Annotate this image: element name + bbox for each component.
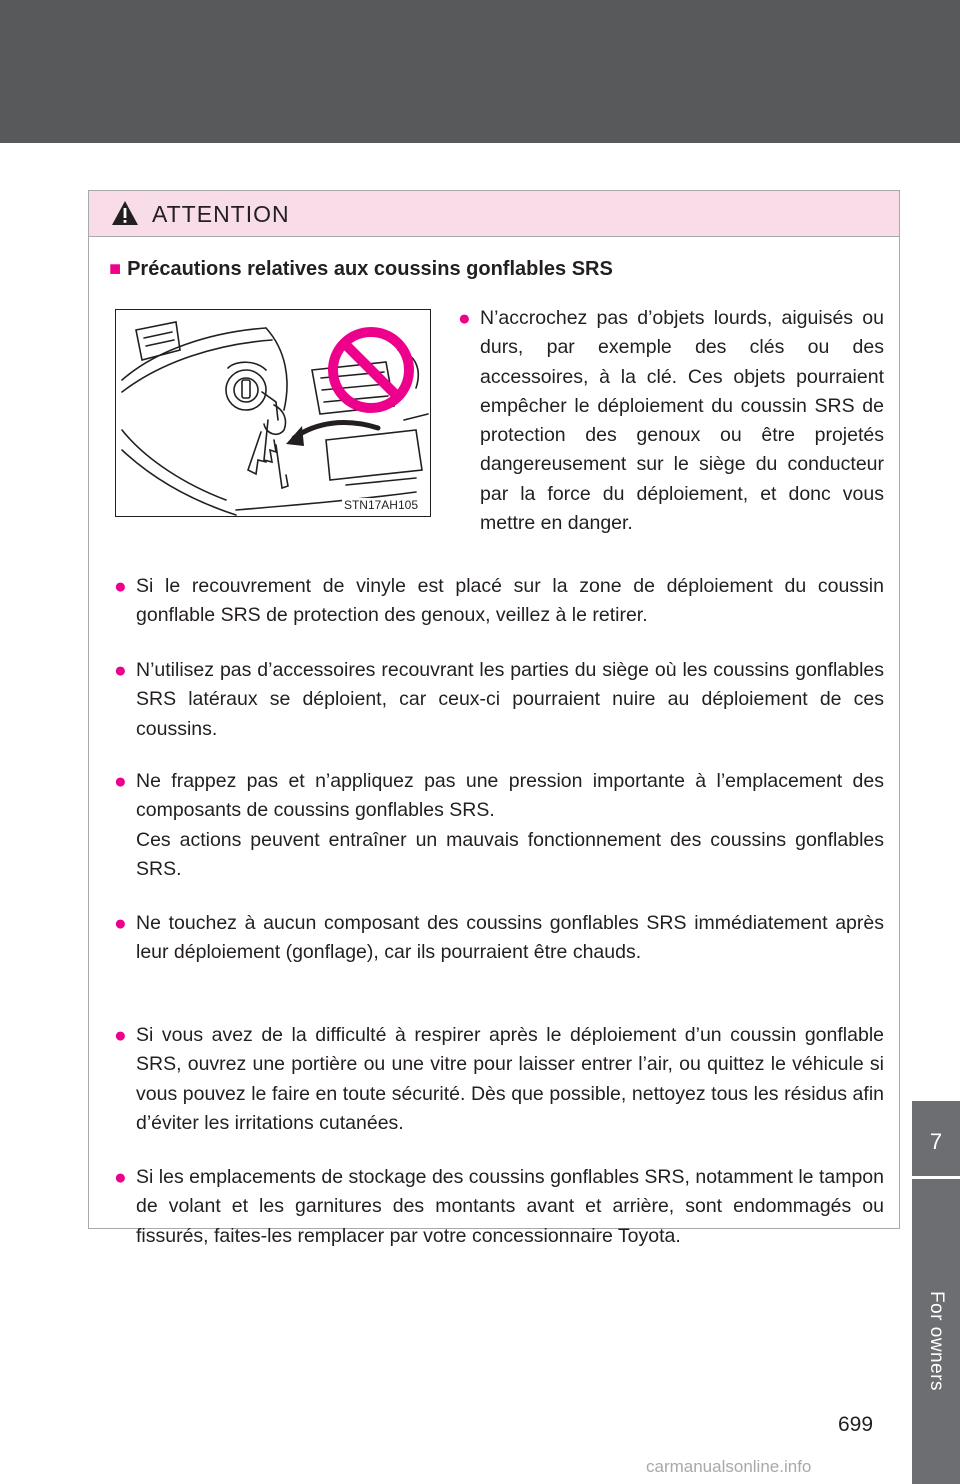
list-item bbox=[458, 304, 884, 538]
caution-title: ATTENTION bbox=[152, 201, 290, 227]
section-title-text: Précautions relatives aux coussins gonflables SRS bbox=[127, 258, 613, 280]
list-item bbox=[114, 909, 884, 968]
figure-code: STN17AH105 bbox=[343, 498, 418, 512]
section-square-icon: ■ bbox=[109, 258, 122, 280]
bullet-icon: ● bbox=[114, 1166, 127, 1189]
bullet-icon: ● bbox=[458, 307, 471, 330]
list-item-text: N’accrochez pas d’objets lourds, aiguisés ou durs, par exemple des clés ou des accessoires, à la clé. Ces objets pourraient empêcher le déploiement du coussin SRS de protection des genoux ou être projetés dangereusement sur le siège du conducteur par la force du déploiement, et donc vous mettre en danger. bbox=[480, 307, 884, 535]
list-item bbox=[114, 656, 884, 744]
chapter-number: 7 bbox=[929, 1129, 943, 1154]
key-illustration bbox=[115, 309, 431, 517]
chapter-tab[interactable] bbox=[912, 1101, 960, 1484]
bullet-icon: ● bbox=[114, 912, 127, 935]
list-item-text: Ne touchez à aucun composant des coussins gonflables SRS immédiatement après leur déploiement (gonflage), car ils pourraient être chauds. bbox=[136, 912, 884, 964]
bullet-icon: ● bbox=[114, 770, 127, 793]
ignition-key-drawing bbox=[116, 310, 430, 516]
warning-triangle-icon bbox=[111, 200, 139, 226]
top-header-band bbox=[0, 0, 960, 143]
list-item bbox=[114, 767, 884, 884]
caution-header bbox=[89, 191, 899, 237]
list-item-text: Ne frappez pas et n’appliquez pas une pression importante à l’emplacement des composants de coussins gonflables SRS. bbox=[136, 770, 884, 822]
bullet-icon: ● bbox=[114, 659, 127, 682]
caution-box bbox=[88, 190, 900, 1247]
list-item bbox=[114, 1163, 884, 1251]
page-number: 699 bbox=[838, 1413, 874, 1436]
bullet-icon: ● bbox=[114, 575, 127, 598]
list-item-text-continued: Ces actions peuvent entraîner un mauvais fonctionnement des coussins gonflables SRS. bbox=[136, 828, 884, 880]
list-item-text: Si les emplacements de stockage des coussins gonflables SRS, notamment le tampon de volant et les garnitures des montants avant et arrière, sont endommagés ou fissurés, faites-les remplacer par votre concessionnaire Toyota. bbox=[136, 1166, 884, 1247]
bullet-icon: ● bbox=[114, 1024, 127, 1047]
list-item bbox=[114, 1021, 884, 1138]
chapter-tab-divider bbox=[912, 1176, 960, 1179]
chapter-label: For owners bbox=[926, 1290, 947, 1392]
section-title bbox=[109, 258, 613, 281]
list-item-text: Si vous avez de la difficulté à respirer après le déploiement d’un coussin gonflable SRS, ouvrez une portière ou une vitre pour laisser entrer l’air, ou quittez le véhicule si vous pouvez le faire en toute sécurité. Dès que possible, nettoyez tous les résidus afin d’éviter les irritations cutanées. bbox=[136, 1024, 884, 1134]
list-item-text: Si le recouvrement de vinyle est placé sur la zone de déploiement du coussin gonflable SRS de protection des genoux, veillez à le retirer. bbox=[136, 575, 884, 627]
watermark: carmanualsonline.info bbox=[646, 1457, 812, 1476]
list-item-text: N’utilisez pas d’accessoires recouvrant les parties du siège où les coussins gonflables SRS latéraux se déploient, car ceux-ci pourraient nuire au déploiement de ces coussins. bbox=[136, 659, 884, 740]
list-item bbox=[114, 572, 884, 631]
